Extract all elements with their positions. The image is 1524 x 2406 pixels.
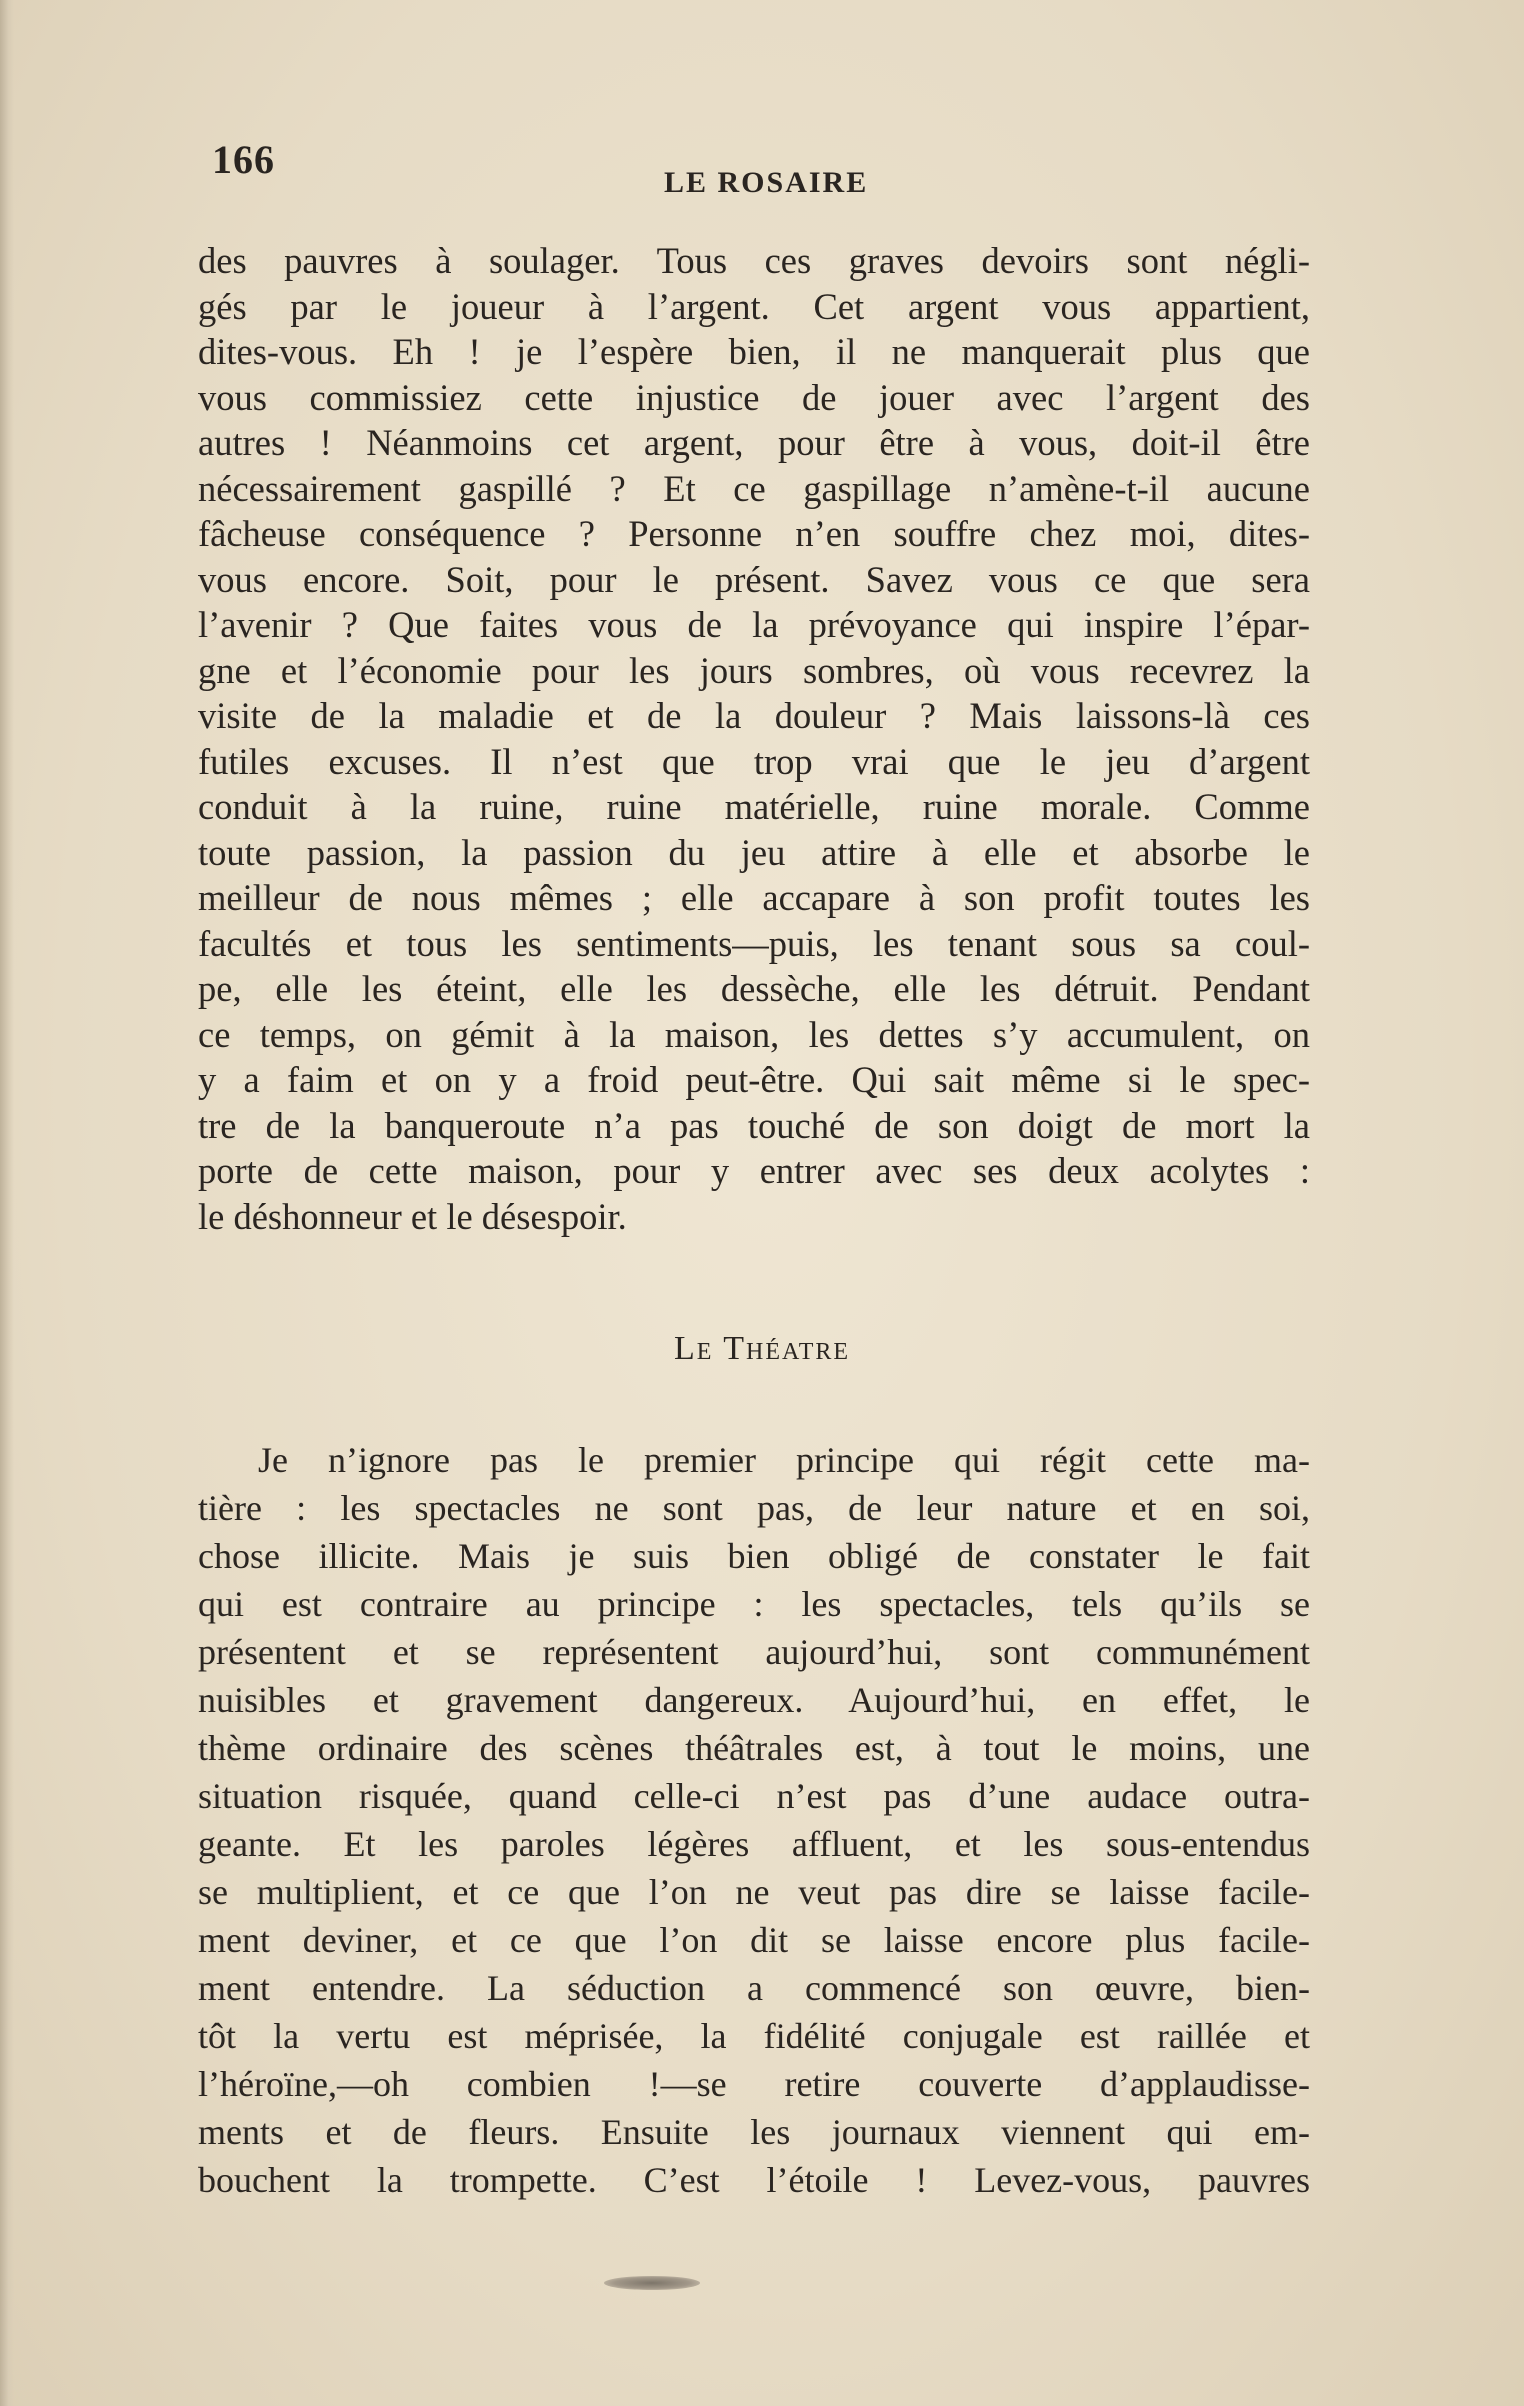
footer-ornament <box>604 2276 700 2290</box>
text-line: bouchent la trompette. C’est l’étoile ! Levez-vous, pauvres <box>198 2160 1310 2200</box>
text-line: qui est contraire au principe : les spectacles, tels qu’ils se <box>198 1584 1310 1624</box>
section-title: Le Théatre <box>673 1330 851 1367</box>
text-line: chose illicite. Mais je suis bien obligé de constater le fait <box>198 1536 1310 1576</box>
text-line: l’avenir ? Que faites vous de la prévoyance qui inspire l’épar- <box>198 604 1310 645</box>
text-line: l’héroïne,—oh combien !—se retire couverte d’applaudisse- <box>198 2064 1310 2104</box>
text-line: le déshonneur et le désespoir. <box>198 1195 627 1237</box>
running-head: LE ROSAIRE <box>664 166 869 199</box>
paragraph-theatre <box>198 1436 1310 2204</box>
text-line: dites-vous. Eh ! je l’espère bien, il ne manquerait plus que <box>198 331 1310 372</box>
text-line: gne et l’économie pour les jours sombres, où vous recevrez la <box>198 649 1310 691</box>
text-line: se multiplient, et ce que l’on ne veut pas dire se laisse facile- <box>198 1872 1310 1912</box>
text-line: Je n’ignore pas le premier principe qui régit cette ma- <box>258 1440 1310 1480</box>
text-line: futiles excuses. Il n’est que trop vrai que le jeu d’argent <box>198 740 1310 782</box>
text-line: conduit à la ruine, ruine matérielle, ruine morale. Comme <box>198 786 1310 827</box>
text-line: gés par le joueur à l’argent. Cet argent vous appartient, <box>198 285 1310 327</box>
text-line: facultés et tous les sentiments—puis, les tenant sous sa coul- <box>198 922 1310 964</box>
text-line: y a faim et on y a froid peut-être. Qui sait même si le spec- <box>198 1059 1310 1100</box>
text-line: autres ! Néanmoins cet argent, pour être à vous, doit-il être <box>198 422 1310 463</box>
text-line: toute passion, la passion du jeu attire à elle et absorbe le <box>198 831 1310 873</box>
text-line: ment entendre. La séduction a commencé son œuvre, bien- <box>198 1968 1310 2008</box>
text-line: meilleur de nous mêmes ; elle accapare à son profit toutes les <box>198 877 1310 918</box>
text-line: tière : les spectacles ne sont pas, de leur nature et en soi, <box>198 1488 1310 1528</box>
text-line: nécessairement gaspillé ? Et ce gaspillage n’amène-t-il aucune <box>198 467 1310 509</box>
text-line-first <box>198 1436 1310 1484</box>
text-line: présentent et se représentent aujourd’hui, sont communément <box>198 1632 1310 1672</box>
page-number: 166 <box>212 137 275 182</box>
text-line: ments et de fleurs. Ensuite les journaux viennent qui em- <box>198 2112 1310 2152</box>
text-line: vous commissiez cette injustice de jouer avec l’argent des <box>198 376 1310 418</box>
text-line: tre de la banqueroute n’a pas touché de son doigt de mort la <box>198 1104 1310 1146</box>
text-line: pe, elle les éteint, elle les dessèche, elle les détruit. Pendant <box>198 968 1310 1009</box>
text-line: visite de la maladie et de la douleur ? Mais laissons-là ces <box>198 695 1310 736</box>
text-line: situation risquée, quand celle-ci n’est pas d’une audace outra- <box>198 1776 1310 1816</box>
text-line: nuisibles et gravement dangereux. Aujourd’hui, en effet, le <box>198 1680 1310 1720</box>
text-line: ce temps, on gémit à la maison, les dettes s’y accumulent, on <box>198 1013 1310 1055</box>
text-line: geante. Et les paroles légères affluent, et les sous-entendus <box>198 1824 1310 1864</box>
page-binding-edge <box>0 0 14 2406</box>
text-line: porte de cette maison, pour y entrer avec ses deux acolytes : <box>198 1150 1310 1191</box>
paragraph-gambling <box>198 238 1310 1239</box>
text-line: fâcheuse conséquence ? Personne n’en souffre chez moi, dites- <box>198 513 1310 554</box>
text-line: des pauvres à soulager. Tous ces graves devoirs sont négli- <box>198 240 1310 281</box>
text-line: tôt la vertu est méprisée, la fidélité conjugale est raillée et <box>198 2016 1310 2056</box>
text-line: thème ordinaire des scènes théâtrales est, à tout le moins, une <box>198 1728 1310 1768</box>
text-line: vous encore. Soit, pour le présent. Savez vous ce que sera <box>198 558 1310 600</box>
text-line: ment deviner, et ce que l’on dit se laisse encore plus facile- <box>198 1920 1310 1960</box>
